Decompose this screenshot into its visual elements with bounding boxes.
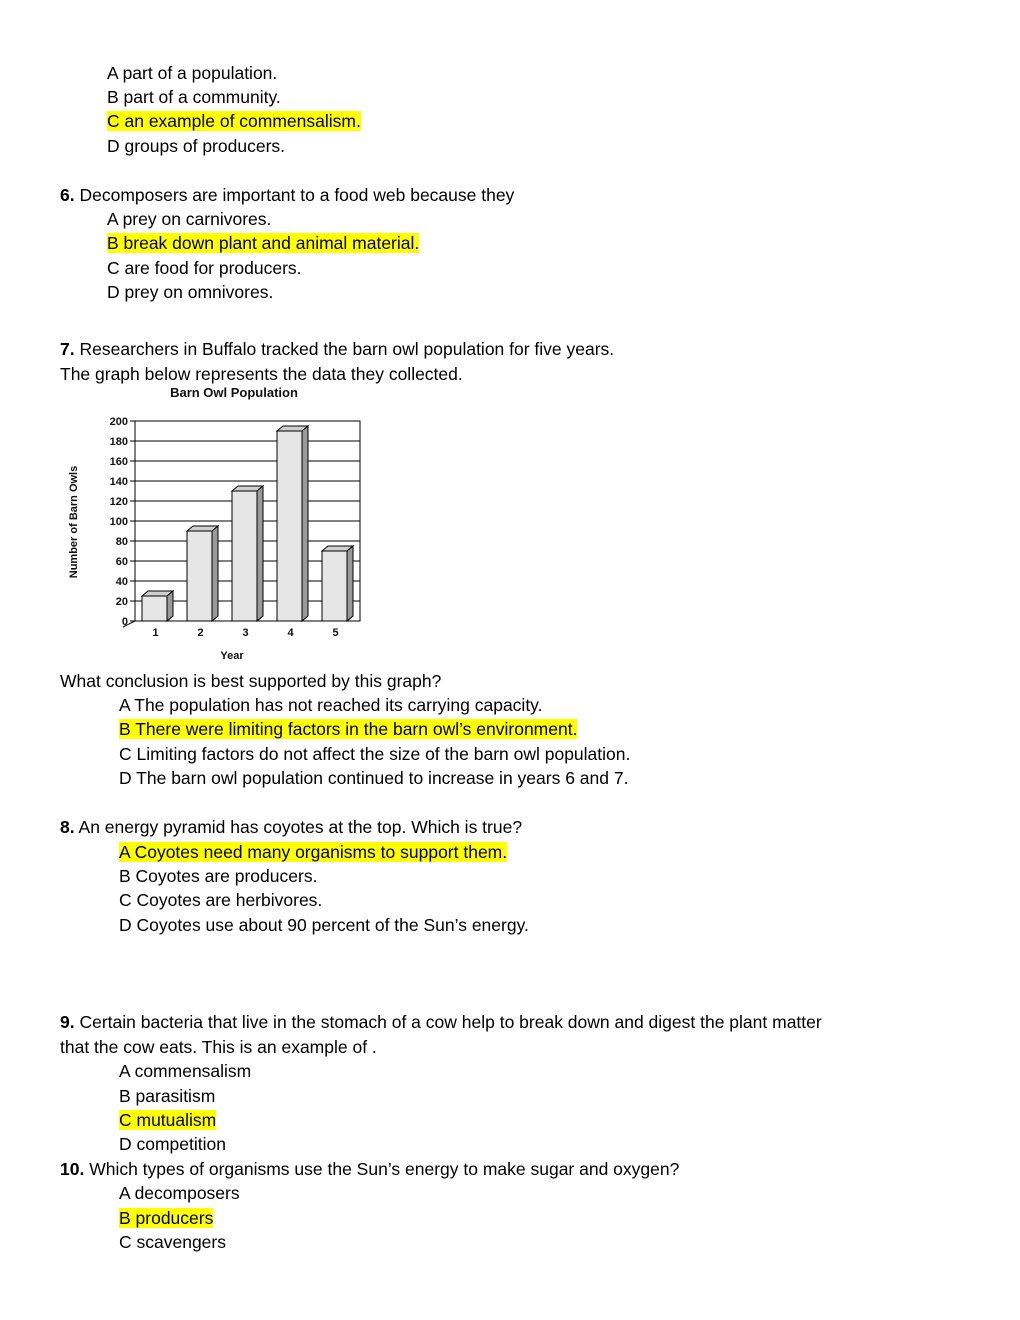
q10-option-a: A decomposers [119,1183,240,1203]
y-tick-label: 40 [115,576,128,588]
q5-option-a: A part of a population. [107,63,278,83]
x-tick-label: 5 [332,627,339,639]
q9-option-a: A commensalism [119,1061,252,1081]
chart-x-ticks [152,627,338,639]
bar-front [277,431,302,621]
y-tick-label: 120 [109,496,128,508]
q9-number: 9. [60,1012,75,1032]
q8-option-c: C Coyotes are herbivores. [119,890,323,910]
y-tick-label: 200 [109,416,128,428]
q7-number: 7. [60,339,75,359]
bar-front [142,596,167,621]
y-tick-label: 60 [115,556,128,568]
barn-owl-chart [60,382,380,672]
q7-question: What conclusion is best supported by this graph? [60,671,442,691]
chart-x-axis-label: Year [220,650,244,662]
q8-stem: 8. An energy pyramid has coyotes at the top. Which is true? [60,817,523,837]
y-tick-label: 20 [115,596,128,608]
chart-y-axis-label: Number of Barn Owls [68,465,80,579]
q9-stem-line1: 9. Certain bacteria that live in the stomach of a cow help to break down and digest the plant matter [60,1012,822,1032]
y-tick-label: 160 [109,456,128,468]
q7-option-c: C Limiting factors do not affect the size of the barn owl population. [119,744,631,764]
y-tick-label: 100 [109,516,128,528]
bar-front [322,551,347,621]
x-tick-label: 4 [287,627,294,639]
q5-option-b: B part of a community. [107,87,281,107]
bar-side [257,486,263,621]
bar-year-5 [322,546,353,621]
chart-bars [142,426,353,621]
x-tick-label: 2 [197,627,204,639]
q7-option-d: D The barn owl population continued to increase in years 6 and 7. [119,768,629,788]
q9-option-b: B parasitism [119,1086,216,1106]
q6-option-d: D prey on omnivores. [107,282,274,302]
q7-stem-line2: The graph below represents the data they collected. [60,364,463,384]
y-tick-label: 80 [115,536,128,548]
q6-option-a: A prey on carnivores. [107,209,272,229]
q7-option-a: A The population has not reached its carrying capacity. [119,695,543,715]
q8-option-b: B Coyotes are producers. [119,866,318,886]
q5-option-d: D groups of producers. [107,136,286,156]
chart-title: Barn Owl Population [170,385,298,400]
x-tick-label: 1 [152,627,159,639]
q9-stem-line2: that the cow eats. This is an example of . [60,1037,377,1057]
y-tick-label: 140 [109,476,128,488]
bar-year-1 [142,591,173,621]
bar-front [187,531,212,621]
q6-stem: 6. Decomposers are important to a food web because they [60,185,515,205]
bar-side [302,426,308,621]
bar-side [347,546,353,621]
q10-number: 10. [60,1159,85,1179]
q5-option-c: C an example of commensalism. [107,111,361,131]
q9-option-c: C mutualism [119,1110,217,1130]
q8-option-d: D Coyotes use about 90 percent of the Sun’s energy. [119,915,529,935]
bar-year-2 [187,526,218,621]
q10-option-b: B producers [119,1208,214,1228]
q6-option-b: B break down plant and animal material. [107,233,420,253]
bar-side [212,526,218,621]
q8-option-a: A Coyotes need many organisms to support them. [119,842,508,862]
q7-option-b: B There were limiting factors in the barn owl’s environment. [119,719,578,739]
y-tick-label: 180 [109,436,128,448]
q6-option-c: C are food for producers. [107,258,302,278]
q8-number: 8. [60,817,75,837]
bar-year-4 [277,426,308,621]
y-tick-label: 0 [121,616,128,628]
q10-option-c: C scavengers [119,1232,226,1252]
bar-front [232,491,257,621]
q6-number: 6. [60,185,75,205]
q10-stem: 10. Which types of organisms use the Sun’s energy to make sugar and oxygen? [60,1159,680,1179]
x-tick-label: 3 [242,627,249,639]
chart-y-ticks [110,416,128,628]
q7-stem-line1: 7. Researchers in Buffalo tracked the barn owl population for five years. [60,339,615,359]
bar-year-3 [232,486,263,621]
bar-side [167,591,173,621]
q9-option-d: D competition [119,1134,226,1154]
